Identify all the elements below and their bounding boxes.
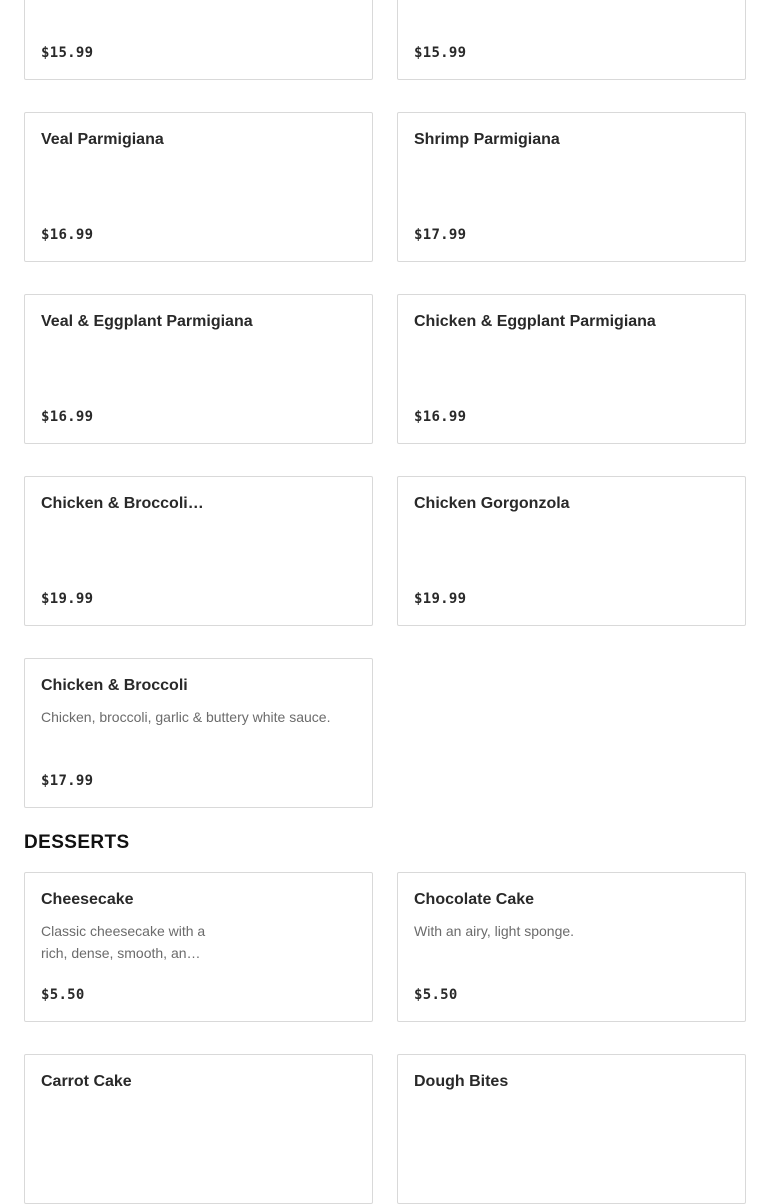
menu-item-name: Chicken Gorgonzola — [414, 495, 570, 512]
menu-item-card-chicken-broccoli[interactable] — [24, 658, 373, 808]
menu-item-price: $16.99 — [414, 409, 467, 425]
menu-item-price: $15.99 — [41, 45, 94, 61]
menu-item-card-chicken-gorgonzola[interactable] — [397, 476, 746, 626]
menu-item-card-chocolate-cake[interactable] — [397, 872, 746, 1022]
menu-item-card-shrimp-parmigiana[interactable] — [397, 112, 746, 262]
menu-item-description: Chicken, broccoli, garlic & buttery white sauce. — [41, 709, 331, 725]
menu-item-card[interactable] — [24, 0, 373, 80]
menu-item-name: Chicken & Eggplant Parmigiana — [414, 313, 656, 330]
menu-item-price: $16.99 — [41, 227, 94, 243]
menu-item-description: Classic cheesecake with a rich, dense, smooth, an… — [41, 923, 206, 961]
menu-item-name: Chocolate Cake — [414, 891, 535, 908]
menu-item-name: Veal Parmigiana — [41, 131, 164, 148]
menu-item-name: Shrimp Parmigiana — [414, 131, 560, 148]
menu-item-card-chicken-eggplant-parmigiana[interactable] — [397, 294, 746, 444]
menu-item-price: $17.99 — [414, 227, 467, 243]
menu-item-card-chicken-broccoli-truncated[interactable] — [24, 476, 373, 626]
menu-item-name: Dough Bites — [414, 1073, 509, 1090]
menu-item-card-cheesecake[interactable] — [24, 872, 373, 1022]
menu-item-price: $5.50 — [414, 987, 458, 1003]
menu-item-card-dough-bites[interactable] — [397, 1054, 746, 1204]
menu-item-card-veal-parmigiana[interactable] — [24, 112, 373, 262]
menu-item-description: With an airy, light sponge. — [414, 923, 575, 939]
menu-item-card[interactable] — [397, 0, 746, 80]
section-title-desserts: DESSERTS — [24, 832, 130, 853]
menu-item-name: Cheesecake — [41, 891, 134, 908]
menu-item-price: $16.99 — [41, 409, 94, 425]
menu-item-price: $17.99 — [41, 773, 94, 789]
menu-item-name: Carrot Cake — [41, 1073, 132, 1090]
menu-item-card-veal-eggplant-parmigiana[interactable] — [24, 294, 373, 444]
menu-item-price: $15.99 — [414, 45, 467, 61]
menu-item-card-carrot-cake[interactable] — [24, 1054, 373, 1204]
menu-item-price: $5.50 — [41, 987, 85, 1003]
menu-item-name: Chicken & Broccoli… — [41, 495, 204, 512]
menu-item-price: $19.99 — [414, 591, 467, 607]
menu-item-price: $19.99 — [41, 591, 94, 607]
menu-item-name: Chicken & Broccoli — [41, 677, 188, 694]
menu-item-name: Veal & Eggplant Parmigiana — [41, 313, 253, 330]
